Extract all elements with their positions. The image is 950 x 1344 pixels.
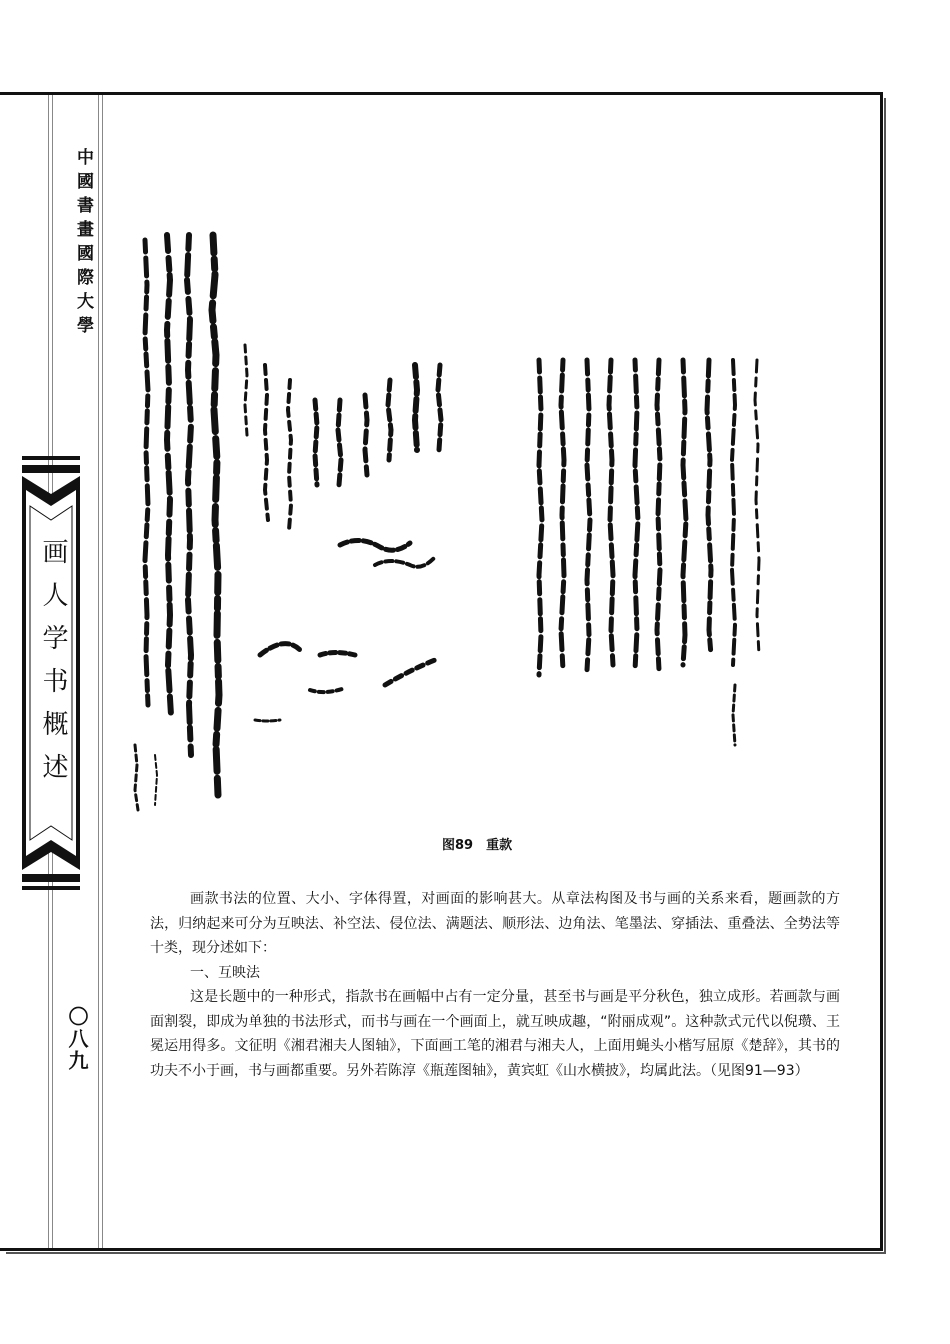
ornament-bar [22,456,80,460]
page-frame-top [0,92,883,95]
page-number: 〇八九 [60,1000,92,1078]
book-title: 中國書畫國際大學 [56,148,96,340]
frame-shadow-right [884,98,886,1253]
chapter-title: 画人学书概述 [38,538,68,796]
page-frame-right [880,92,883,1251]
body-text [150,887,840,1083]
sidebar-rule [102,95,103,1248]
paragraph: 画款书法的位置、大小、字体得置，对画面的影响甚大。从章法构图及书与画的关系来看，题画款的方法，归纳起来可分为互映法、补空法、侵位法、满题法、顺形法、边角法、笔墨法、穿插法、重叠法、全势法等十类，现分述如下： [150,891,840,956]
frame-shadow-bottom [6,1252,886,1254]
calligraphy-figure-image [125,215,785,835]
ornament-bar [22,465,80,473]
ornament-bar [22,874,80,882]
figure-caption: 图89 重款 [442,838,513,853]
section-heading: 一、互映法 [190,964,260,981]
page-frame-bottom [0,1248,883,1251]
ornament-bar [22,886,80,890]
sidebar-rule [98,95,99,1248]
paragraph: 这是长题中的一种形式，指款书在画幅中占有一定分量，甚至书与画是平分秋色，独立成形。若画款与画面割裂，即成为单独的书法形式，而书与画在一个画面上，就互映成趣，“附丽成观”。这种款式元代以倪瓒、王冕运用得多。文征明《湘君湘夫人图轴》，下面画工笔的湘君与湘夫人，上面用蝇头小楷写屈原《楚辞》，其书的功夫不小于画，书与画都重要。另外若陈淳《瓶莲图轴》，黄宾虹《山水横披》，均属此法。（见图91—93） [150,989,840,1079]
